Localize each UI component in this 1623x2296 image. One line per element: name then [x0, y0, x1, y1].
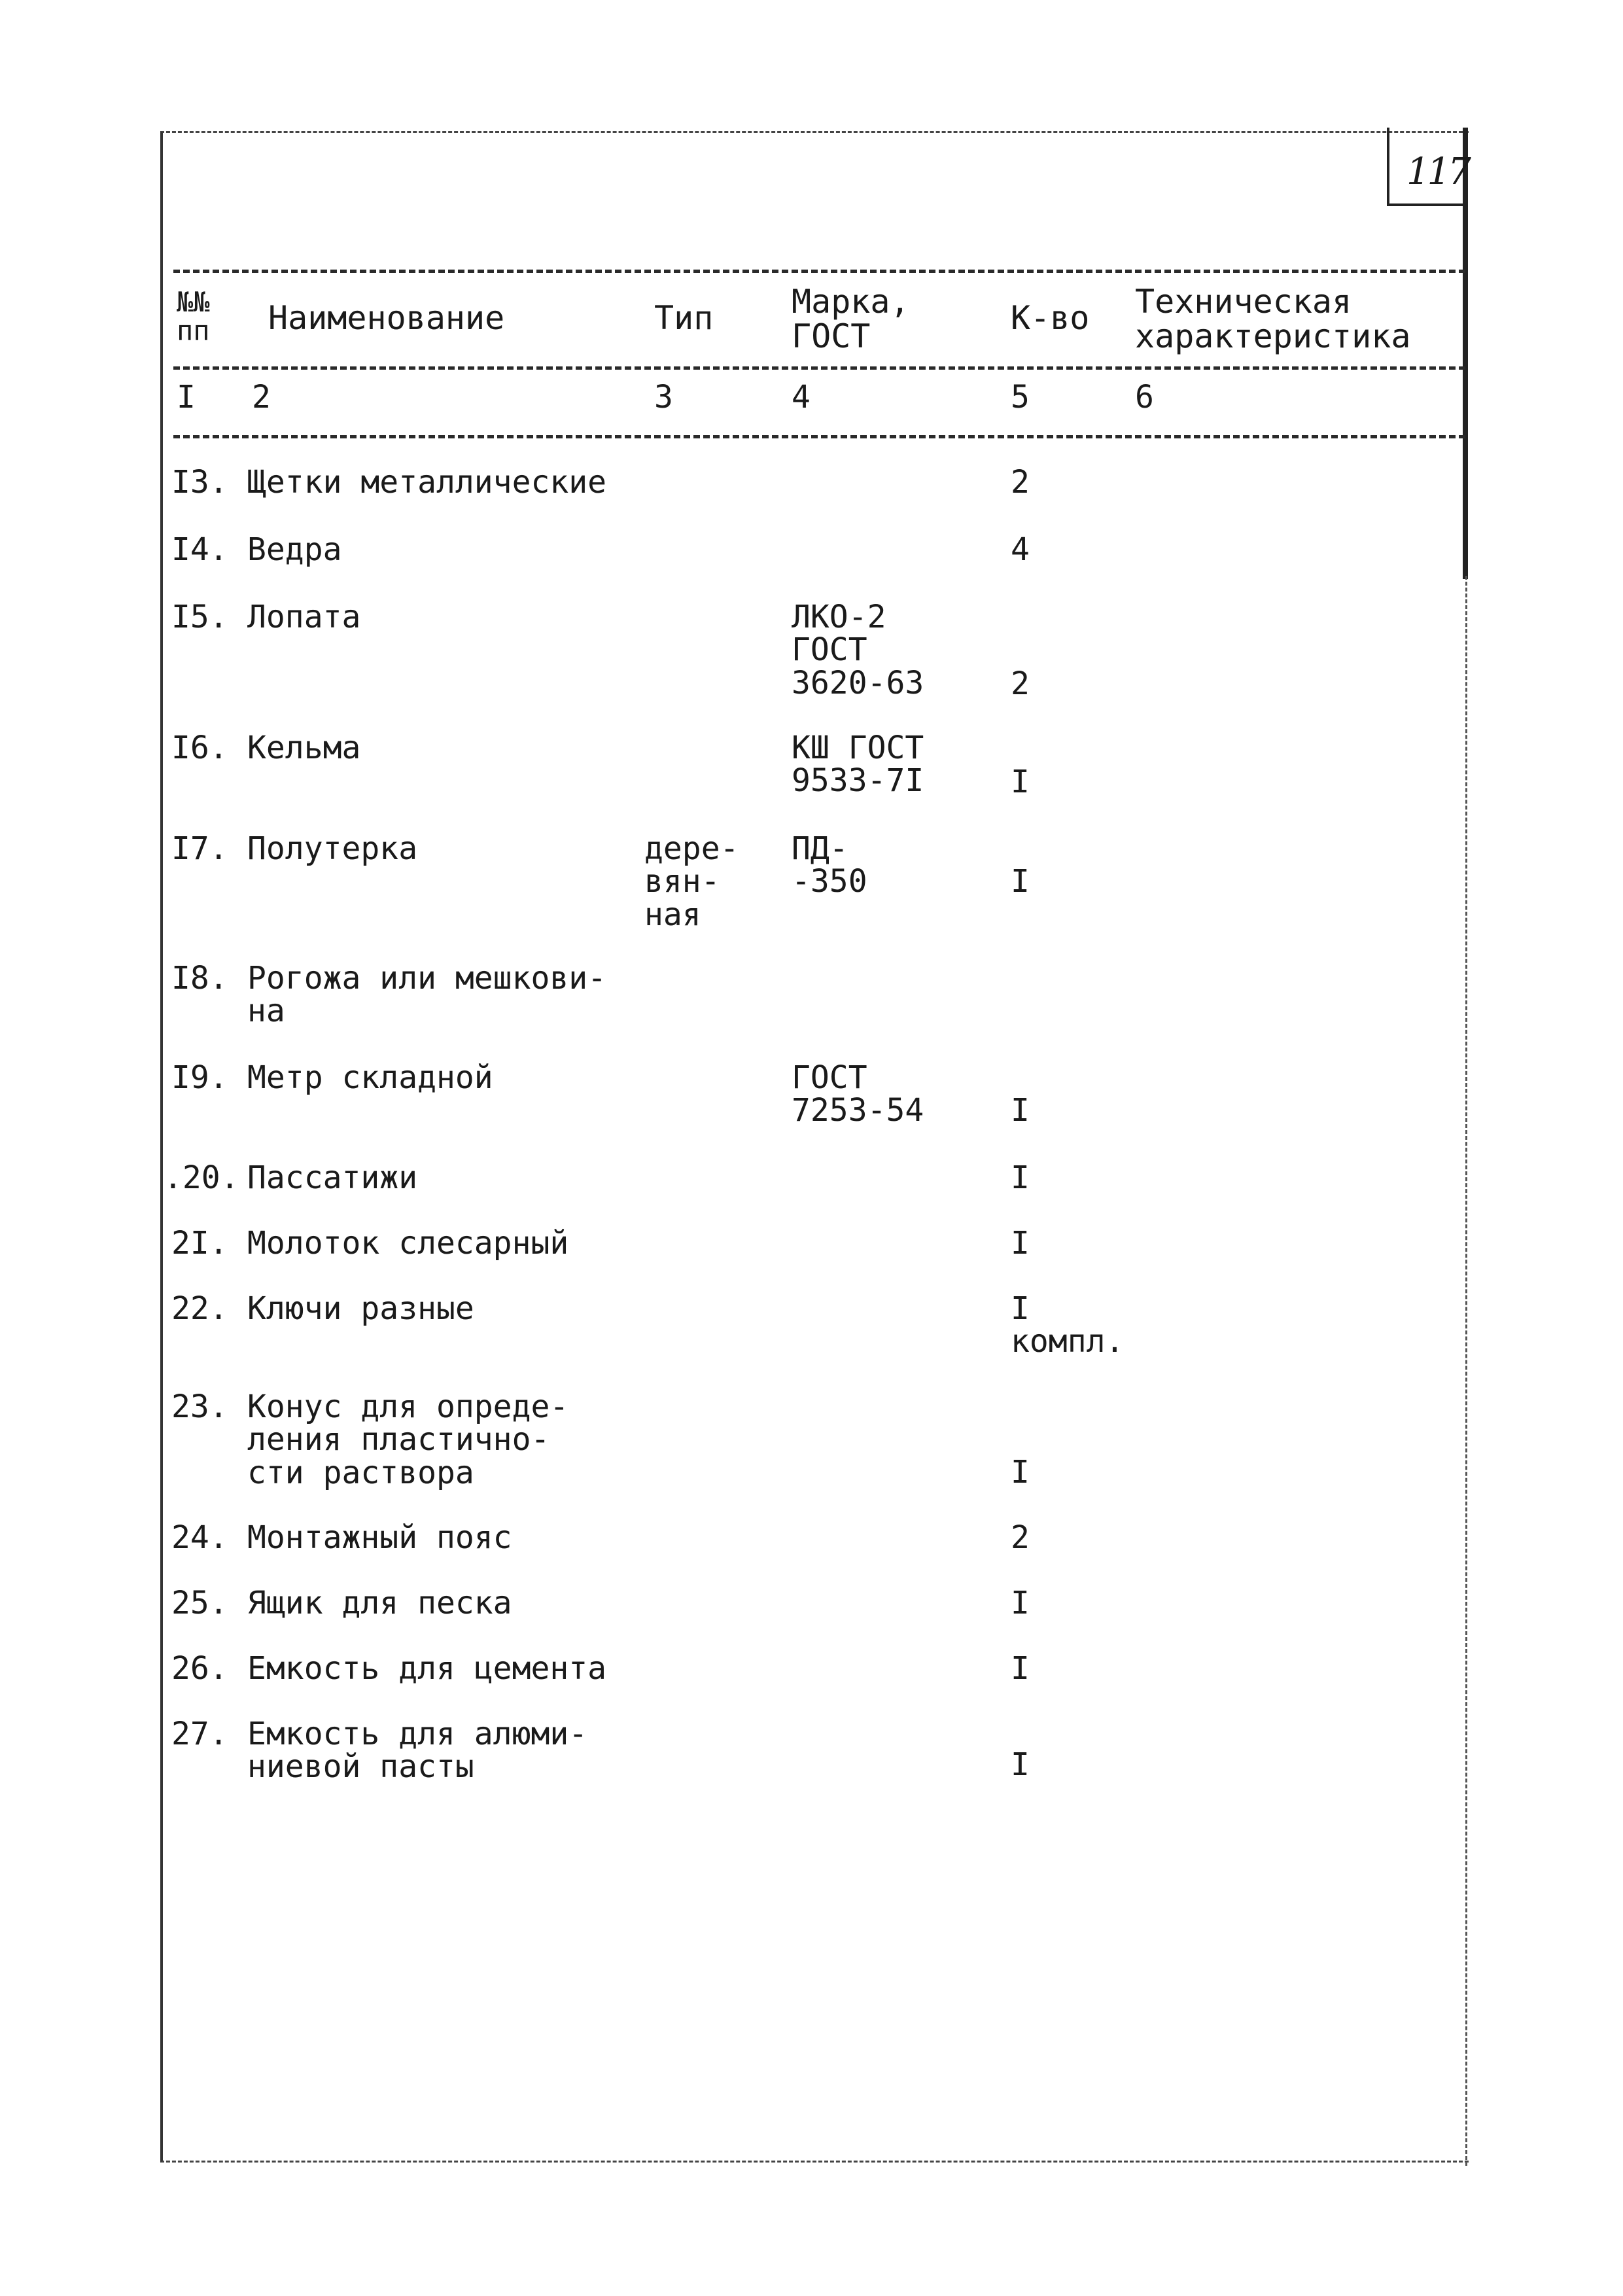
row-mark: КШ ГОСТ 9533-7I	[792, 730, 924, 800]
row-name: Емкость для цемента	[247, 1650, 607, 1687]
row-name: Ведра	[247, 531, 342, 568]
row-name: Лопата	[247, 599, 361, 635]
row-number: 24.	[171, 1519, 228, 1556]
row-qty: 2	[1011, 1519, 1030, 1556]
row-type: дере- вян- ная	[644, 830, 739, 933]
row-number: 26.	[171, 1650, 228, 1687]
row-name: Пассатижи	[247, 1159, 418, 1196]
row-name: Ящик для песка	[247, 1585, 512, 1621]
row-qty: I	[1011, 1454, 1030, 1491]
row-name: Метр складной	[247, 1059, 493, 1096]
header-characteristics: Техническая характеристика	[1135, 283, 1411, 355]
col-number-3: 3	[654, 379, 673, 415]
row-qty: 2	[1011, 464, 1030, 501]
row-mark: ПД- -350	[792, 830, 867, 900]
row-number: I6.	[171, 730, 228, 766]
row-mark: ГОСТ 7253-54	[792, 1059, 924, 1129]
row-qty: I	[1011, 1092, 1030, 1129]
row-qty: 4	[1011, 531, 1030, 568]
row-name: Конус для опреде- ления пластично- сти раствора	[247, 1388, 569, 1491]
col-number-1: I	[177, 379, 196, 415]
header-type: Тип	[654, 299, 714, 337]
header-bottom-rule	[173, 435, 1465, 438]
row-name: Емкость для алюми- ниевой пасты	[247, 1716, 588, 1786]
row-qty: I	[1011, 1585, 1030, 1621]
col-number-2: 2	[252, 379, 271, 415]
row-qty: I	[1011, 1746, 1030, 1783]
header-mark: Марка, ГОСТ	[792, 283, 910, 355]
row-qty: I	[1011, 863, 1030, 900]
row-number: I3.	[171, 464, 228, 501]
row-qty: I	[1011, 1159, 1030, 1196]
row-number: I9.	[171, 1059, 228, 1096]
header-top-rule	[173, 270, 1465, 273]
col-number-4: 4	[792, 379, 811, 415]
col-number-5: 5	[1011, 379, 1030, 415]
row-name: Полутерка	[247, 830, 418, 867]
row-number: I5.	[171, 599, 228, 635]
row-name: Монтажный пояс	[247, 1519, 512, 1556]
header-number: №№ пп	[177, 286, 210, 347]
row-name: Рогожа или мешкови- на	[247, 960, 607, 1030]
row-number: I8.	[171, 960, 228, 997]
row-qty: 2	[1011, 665, 1030, 702]
row-qty: I	[1011, 764, 1030, 800]
row-name: Ключи разные	[247, 1290, 474, 1327]
row-qty: I	[1011, 1225, 1030, 1262]
row-number: 22.	[171, 1290, 228, 1327]
header-qty: К-во	[1011, 299, 1090, 337]
row-name: Щетки металлические	[247, 464, 607, 501]
row-qty: I	[1011, 1650, 1030, 1687]
col-number-6: 6	[1135, 379, 1154, 415]
row-number: 27.	[171, 1716, 228, 1752]
frame-right-edge-lower	[1465, 576, 1467, 2166]
row-name: Кельма	[247, 730, 361, 766]
row-qty: I компл.	[1011, 1290, 1125, 1360]
row-name: Молоток слесарный	[247, 1225, 569, 1262]
header-name: Наименование	[268, 299, 505, 337]
row-mark: ЛКО-2 ГОСТ 3620-63	[792, 599, 924, 701]
row-number: 23.	[171, 1388, 228, 1425]
header-mid-rule	[173, 366, 1465, 370]
row-number: I7.	[171, 830, 228, 867]
row-number: 25.	[171, 1585, 228, 1621]
row-number: 2I.	[171, 1225, 228, 1262]
row-number: .20.	[164, 1159, 239, 1196]
row-number: I4.	[171, 531, 228, 568]
page-number: 117	[1406, 150, 1469, 193]
